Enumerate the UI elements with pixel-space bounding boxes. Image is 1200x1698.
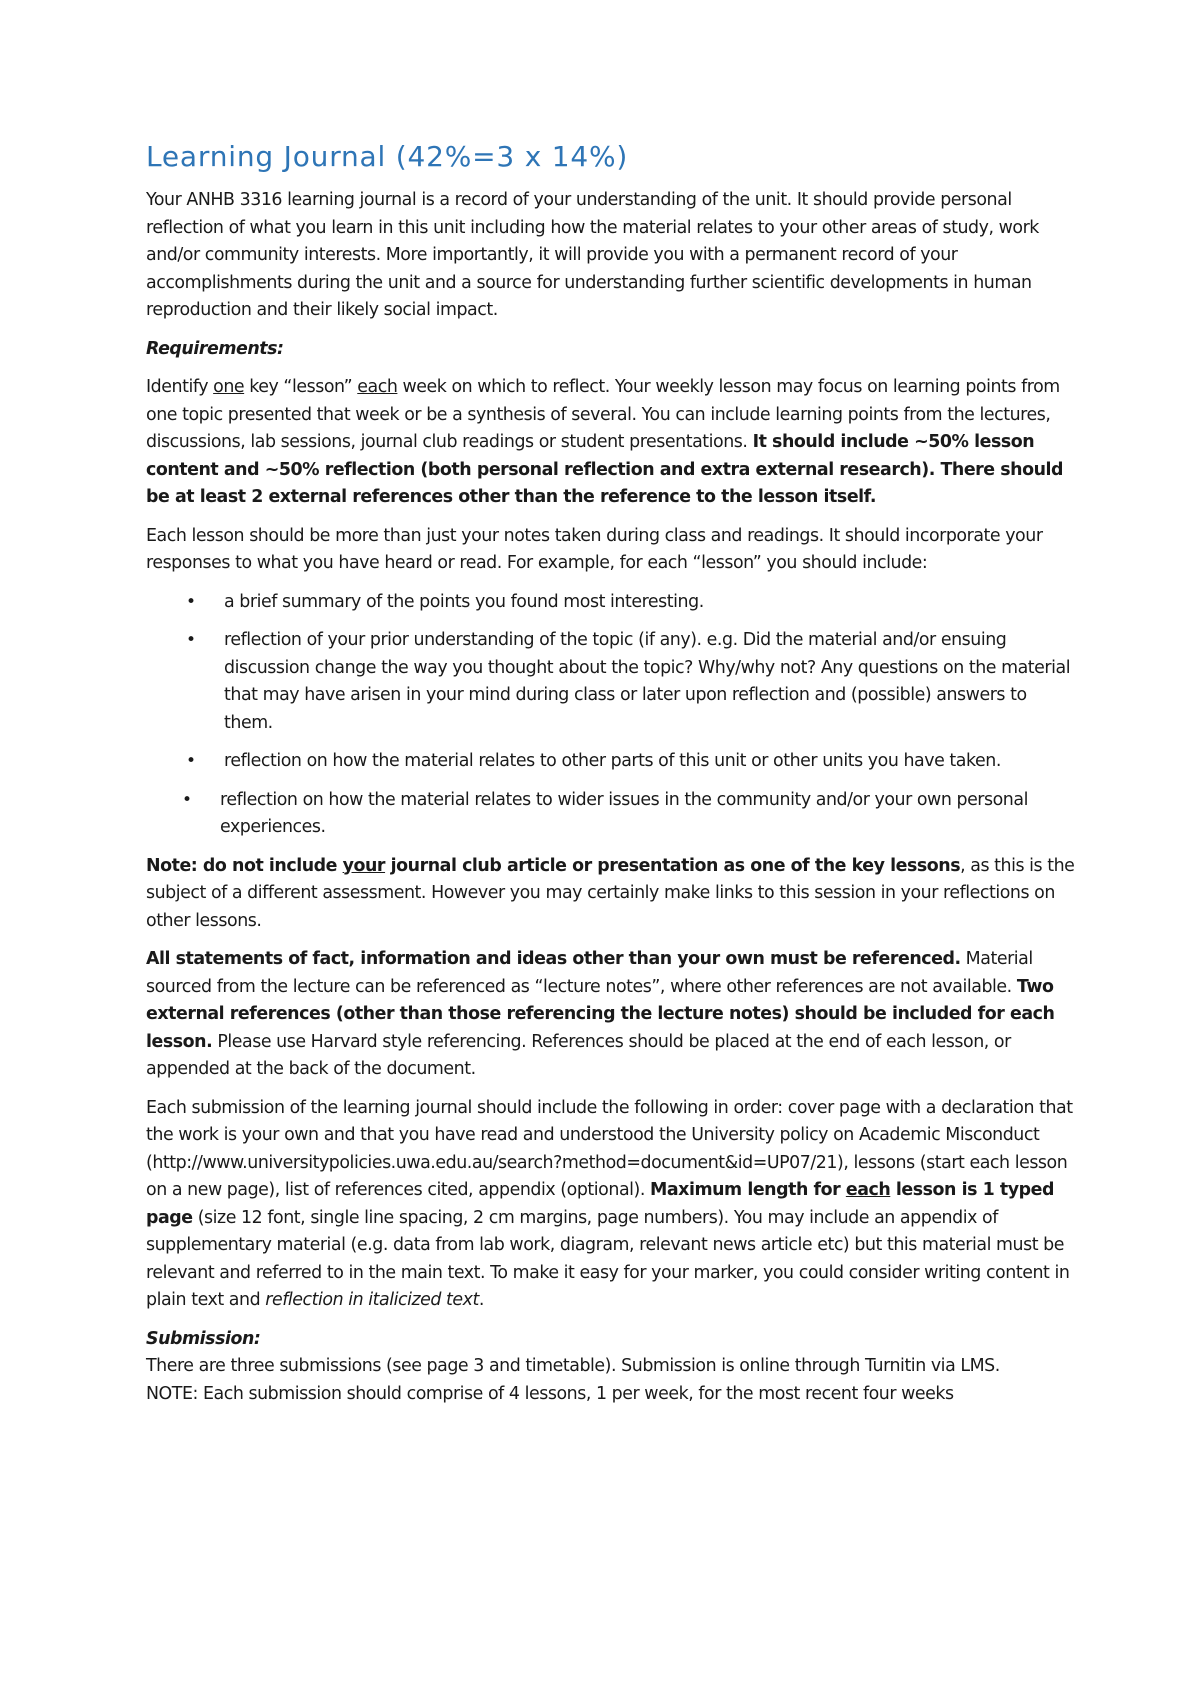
bullet-icon: • <box>186 751 196 771</box>
list-item: • a brief summary of the points you found most interesting. <box>146 589 1076 617</box>
intro-paragraph: Your ANHB 3316 learning journal is a record of your understanding of the unit. It should provide personal reflection of what you learn in this unit including how the material relates to your other areas of study, work and/or community interests. More importantly, it will provide you with a permanent record of your accomplishments during the unit and a source for understanding further scientific developments in human reproduction and their likely social impact. <box>146 190 1039 320</box>
bullet-icon: • <box>186 591 196 612</box>
submission-line: There are three submissions (see page 3 and timetable). Submission is online through Turnitin via LMS. <box>146 1356 1000 1376</box>
requirements-paragraph: Identify one key “lesson” each week on which to reflect. Your weekly lesson may focus on learning points from one topic presented that week or be a synthesis of several. You can include learning points from the lectures, discussions, lab sessions, journal club readings or student presentations. It should include ~50% lesson content and ~50% reflection (both personal reflection and extra external research). There should be at least 2 external references other than the reference to the lesson itself. <box>146 377 1064 507</box>
referencing-paragraph: All statements of fact, information and ideas other than your own must be referenced. Material sourced from the lecture can be referenced as “lecture notes”, where other references are not available. Two external references (other than those referencing the lecture notes) should be included for each lesson. Please use Harvard style referencing. References should be placed at the end of each lesson, or appended at the back of the document. <box>146 949 1055 1079</box>
submission-format-paragraph: Each submission of the learning journal should include the following in order: cover page with a declaration that the work is your own and that you have read and understood the University policy on Academic Misconduct (http://www.universitypolicies.uwa.edu.au/search?method=document&id=UP07/21), lessons (start each lesson on a new page), list of references cited, appendix (optional). Maximum length for each lesson is 1 typed page (size 12 font, single line spacing, 2 cm margins, page numbers). You may include an appendix of supplementary material (e.g. data from lab work, diagram, relevant news article etc) but this material must be relevant and referred to in the main text. To make it easy for your marker, you could consider writing content in plain text and reflection in italicized text. <box>146 1097 1073 1310</box>
requirements-heading: Requirements: <box>146 338 284 359</box>
bullet-icon: • <box>186 630 196 650</box>
lesson-description-paragraph: Each lesson should be more than just your notes taken during class and readings. It should incorporate your responses to what you have heard or read. For example, for each “lesson” you should include: <box>146 525 1043 573</box>
list-item: • reflection on how the material relates to other parts of this unit or other units you have taken. <box>146 748 1076 776</box>
list-item: • reflection of your prior understanding of the topic (if any). e.g. Did the material and/or ensuing discussion change the way you thought about the topic? Why/why not? Any questions on the material that may have arisen in your mind during class or later upon reflection and (possible) answers to them. <box>146 627 1076 737</box>
submission-heading: Submission: <box>146 1328 261 1349</box>
submission-note: NOTE: Each submission should comprise of 4 lessons, 1 per week, for the most recent four weeks <box>146 1383 954 1404</box>
list-item: • reflection on how the material relates to wider issues in the community and/or your own personal experiences. <box>146 787 1076 842</box>
note-paragraph: Note: do not include your journal club article or presentation as one of the key lessons, as this is the subject of a different assessment. However you may certainly make links to this session in your reflections on other lessons. <box>146 855 1075 931</box>
bullet-icon: • <box>182 789 192 810</box>
lesson-bullet-list <box>146 589 1076 842</box>
page-title: Learning Journal (42%=3 x 14%) <box>146 140 629 173</box>
document-page <box>146 140 1076 1408</box>
